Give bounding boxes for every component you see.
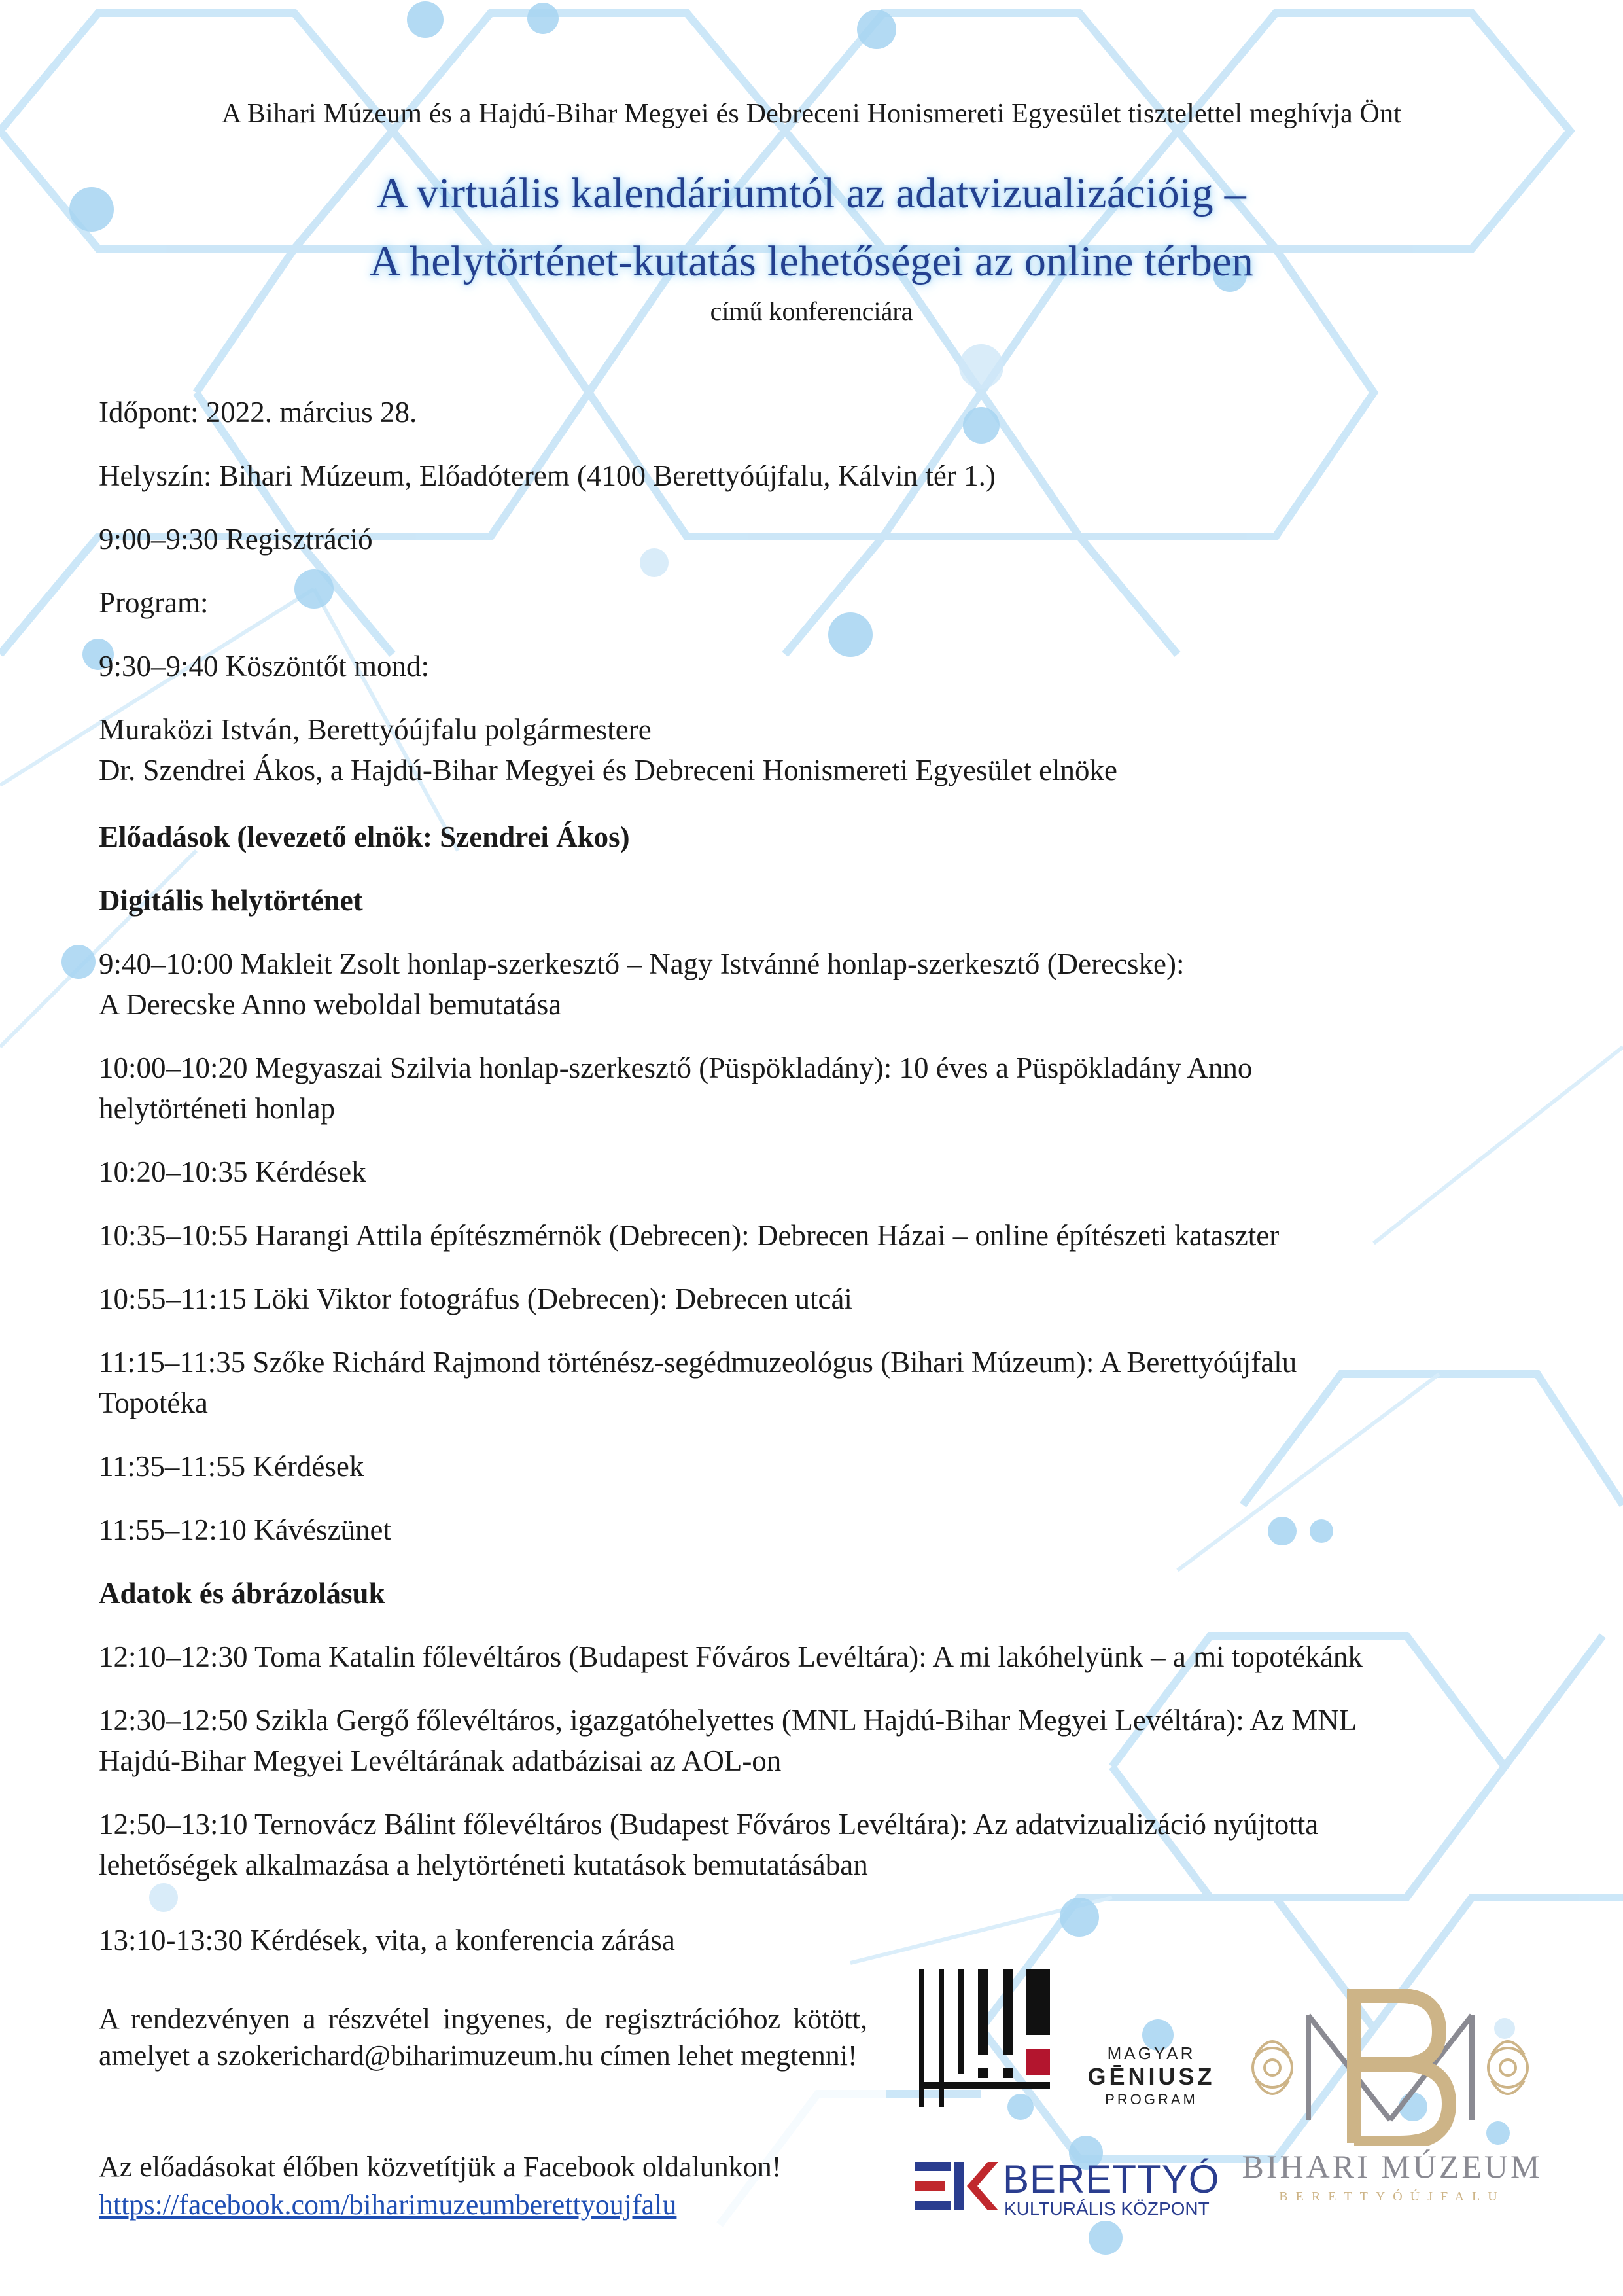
program-item: 12:30–12:50 Szikla Gergő főlevéltáros, igazgatóhelyettes (MNL Hajdú-Bihar Megyei Levéltára): Az MNL [99, 1704, 1357, 1737]
greeter-2: Dr. Szendrei Ákos, a Hajdú-Bihar Megyei és Debreceni Honismereti Egyesület elnöke [99, 754, 1118, 786]
registration-note: A rendezvényen a részvétel ingyenes, de regisztrációhoz kötött, amelyet a szokerichard@biharimuzeum.hu címen lehet megtenni! [99, 2003, 867, 2072]
program-item: 10:55–11:15 Löki Viktor fotográfus (Debrecen): Debrecen utcái [99, 1282, 852, 1315]
lectures-heading: Előadások (levezető elnök: Szendrei Ákos) [99, 821, 630, 853]
program-item: 11:55–12:10 Kávészünet [99, 1513, 391, 1546]
intro-text: A Bihari Múzeum és a Hajdú-Bihar Megyei és Debreceni Honismereti Egyesület tisztelettel meghívja Önt [221, 99, 1402, 129]
geniusz-line-1: MAGYAR [1107, 2043, 1196, 2063]
berettyo-line-1: BERETTYÓ [1003, 2157, 1220, 2201]
berettyo-logo-mark [915, 2158, 1000, 2214]
program-item: 11:35–11:55 Kérdések [99, 1450, 364, 1483]
berettyo-line-2: KULTURÁLIS KÖZPONT [1004, 2199, 1210, 2219]
program-item: 12:10–12:30 Toma Katalin főlevéltáros (Budapest Főváros Levéltára): A mi lakóhelyünk – a mi topotékánk [99, 1640, 1363, 1673]
museum-town: BERETTYÓÚJFALU [1279, 2189, 1505, 2204]
program-item: 10:35–10:55 Harangi Attila építészmérnök (Debrecen): Debrecen Házai – online építészeti kataszter [99, 1219, 1280, 1252]
program-item: Topotéka [99, 1386, 208, 1419]
program-label: Program: [99, 586, 209, 619]
program-item: helytörténeti honlap [99, 1092, 336, 1125]
program-item: Hajdú-Bihar Megyei Levéltárának adatbázisai az AOL-on [99, 1744, 782, 1777]
greeting-time: 9:30–9:40 Köszöntőt mond: [99, 650, 429, 682]
program-item: 9:40–10:00 Makleit Zsolt honlap-szerkesztő – Nagy Istvánné honlap-szerkesztő (Derecske): [99, 947, 1185, 980]
museum-monogram-logo [1243, 1989, 1537, 2146]
event-venue: Helyszín: Bihari Múzeum, Előadóterem (4100 Berettyóújfalu, Kálvin tér 1.) [99, 459, 996, 492]
program-item: 10:00–10:20 Megyaszai Szilvia honlap-szerkesztő (Püspökladány): 10 éves a Püspökladány Anno [99, 1051, 1253, 1084]
conference-title-line-2: A helytörténet-kutatás lehetőségei az online térben [369, 238, 1254, 285]
conference-title-line-1: A virtuális kalendáriumtól az adatvizualizációig – [376, 169, 1247, 217]
program-item: 10:20–10:35 Kérdések [99, 1156, 366, 1188]
geniusz-line-2: GĒNIUSZ [1087, 2063, 1215, 2090]
event-date: Időpont: 2022. március 28. [99, 396, 417, 429]
closing-item: 13:10-13:30 Kérdések, vita, a konferencia zárása [99, 1924, 675, 1956]
registration-time: 9:00–9:30 Regisztráció [99, 523, 373, 556]
facebook-link[interactable]: https://facebook.com/biharimuzeumberettyoujfalu [99, 2189, 677, 2221]
museum-name: BIHARI MÚZEUM [1242, 2148, 1543, 2185]
stream-note: Az előadásokat élőben közvetítjük a Facebook oldalunkon! [99, 2151, 782, 2183]
program-item: lehetőségek alkalmazása a helytörténeti kutatások bemutatásában [99, 1848, 868, 1881]
program-item: 12:50–13:10 Ternovácz Bálint főlevéltáros (Budapest Főváros Levéltára): Az adatvizualizáció nyújtotta [99, 1808, 1319, 1841]
section-2-heading: Adatok és ábrázolásuk [99, 1577, 385, 1610]
section-1-heading: Digitális helytörténet [99, 884, 363, 917]
greeter-1: Muraközi István, Berettyóújfalu polgármestere [99, 713, 652, 746]
program-item: A Derecske Anno weboldal bemutatása [99, 988, 562, 1021]
program-item: 11:15–11:35 Szőke Richárd Rajmond történész-segédmuzeológus (Bihari Múzeum): A Berettyóújfalu [99, 1346, 1297, 1379]
subtitle: című konferenciára [710, 296, 913, 326]
geniusz-line-3: PROGRAM [1105, 2091, 1198, 2108]
